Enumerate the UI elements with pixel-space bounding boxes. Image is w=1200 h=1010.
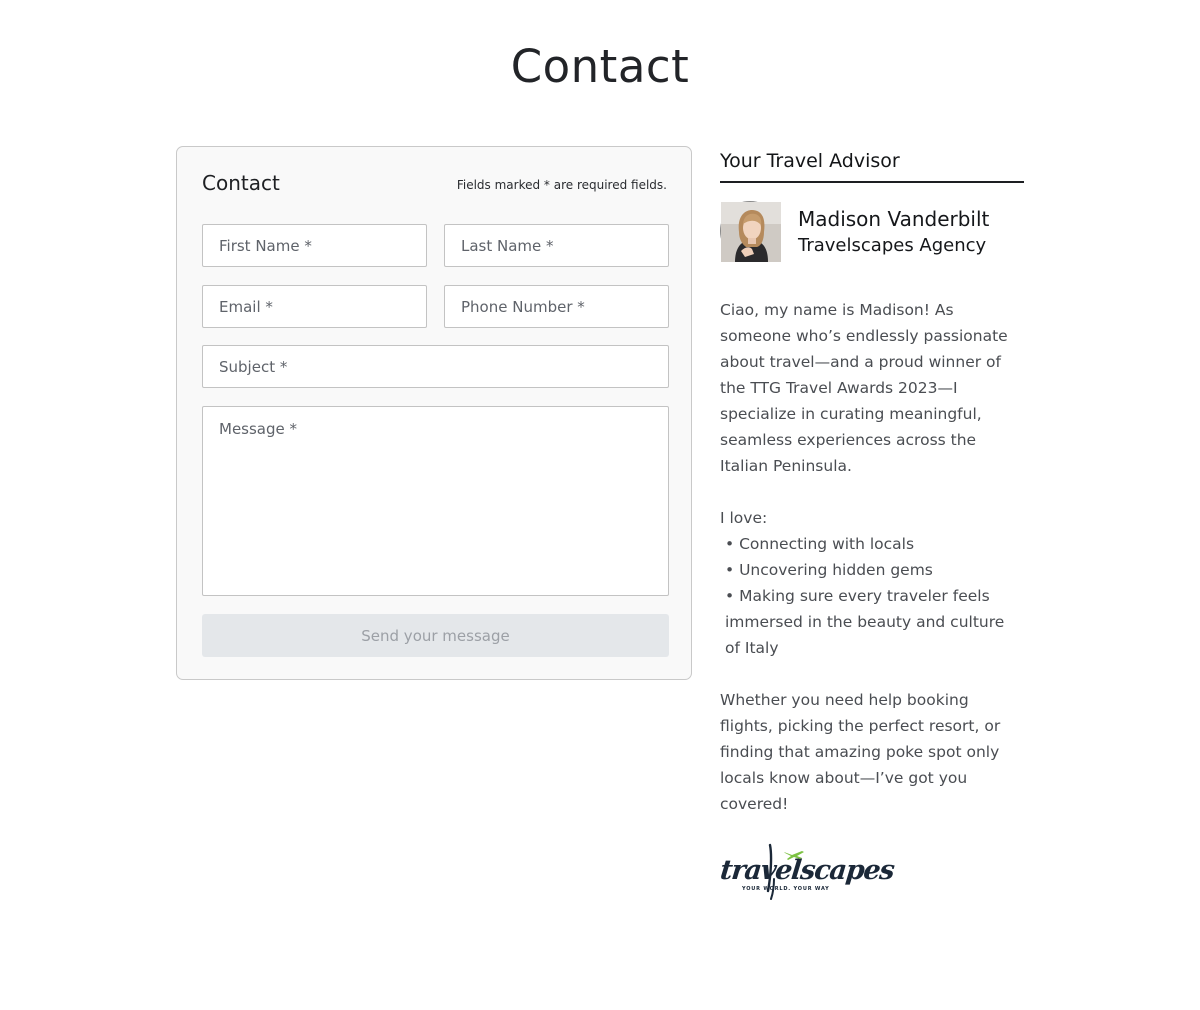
email-input[interactable] bbox=[202, 285, 427, 328]
list-item: • Connecting with locals bbox=[720, 531, 1024, 557]
advisor-heading: Your Travel Advisor bbox=[720, 150, 1024, 183]
last-name-input[interactable] bbox=[444, 224, 669, 267]
required-fields-note: Fields marked * are required fields. bbox=[456, 178, 667, 192]
contact-form bbox=[176, 146, 692, 680]
avatar bbox=[720, 201, 780, 261]
message-textarea[interactable] bbox=[202, 406, 669, 596]
bio-intro: Ciao, my name is Madison! As someone who’s endlessly passionate about travel—and a proud winner of the TTG Travel Awards 2023—I specialize in curating meaningful, seamless experiences across the Italian Peninsula. bbox=[720, 301, 1008, 475]
list-item: • Making sure every traveler feels immersed in the beauty and culture of Italy bbox=[720, 583, 1024, 661]
advisor-profile bbox=[720, 201, 1024, 263]
bio-love-list bbox=[720, 531, 1024, 661]
advisor-name: Madison Vanderbilt bbox=[798, 207, 990, 231]
bio-love-heading: I love: bbox=[720, 509, 768, 527]
phone-number-input[interactable] bbox=[444, 285, 669, 328]
list-item: • Uncovering hidden gems bbox=[720, 557, 1024, 583]
bio-closing: Whether you need help booking flights, picking the perfect resort, or finding that amazing poke spot only locals know about—I’ve got you covered! bbox=[720, 691, 1001, 813]
subject-input[interactable] bbox=[202, 345, 669, 388]
advisor-bio bbox=[720, 297, 1024, 817]
logo-tagline: YOUR WORLD. YOUR WAY bbox=[742, 886, 830, 892]
advisor-agency: Travelscapes Agency bbox=[798, 235, 987, 256]
travel-advisor-panel bbox=[720, 150, 1024, 843]
travelscapes-logo-icon bbox=[718, 835, 896, 903]
travelscapes-logo bbox=[718, 835, 896, 903]
page-title: Contact bbox=[510, 40, 690, 93]
send-message-button[interactable]: Send your message bbox=[202, 614, 669, 657]
logo-wordmark: travelscapes bbox=[718, 855, 896, 886]
first-name-input[interactable] bbox=[202, 224, 427, 267]
form-title: Contact bbox=[202, 171, 280, 195]
advisor-portrait-icon bbox=[721, 202, 781, 262]
